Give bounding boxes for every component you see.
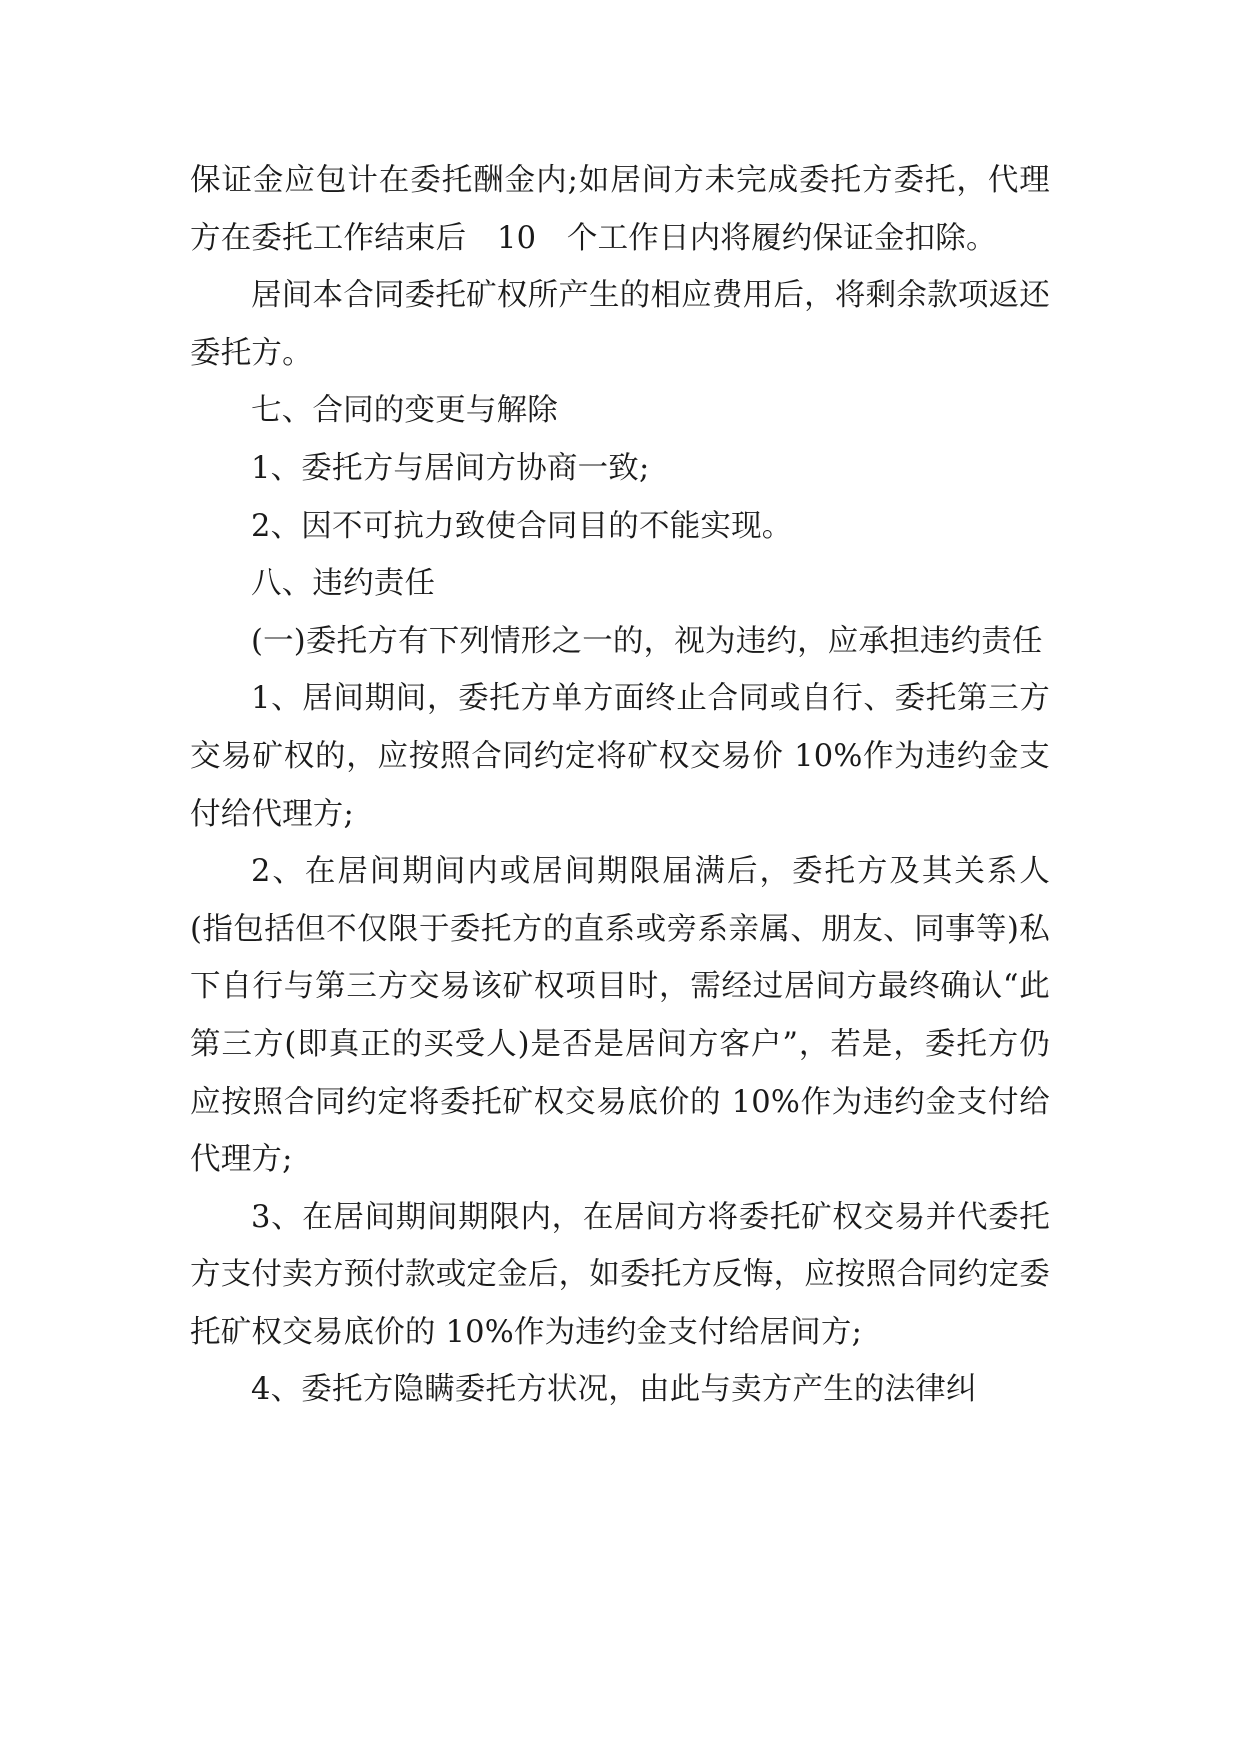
document-page [190,152,1050,1419]
paragraph-refund-balance: 居间本合同委托矿权所产生的相应费用后，将剩余款项返还委托方。 [190,278,1050,371]
section-heading-contract-change: 七、合同的变更与解除 [251,393,558,429]
subsection-heading-client-breach: (一)委托方有下列情形之一的，视为违约，应承担违约责任 [251,623,1043,659]
list-item-private-transaction: 2、在居间期间内或居间期限届满后，委托方及其关系人(指包括但不仅限于委托方的直系或旁系亲属、朋友、同事等)私下自行与第三方交易该矿权项目时，需经过居间方最终确认“此第三方(即真正的买受人)是否是居间方客户”，若是，委托方仍应按照合同约定将委托矿权交易底价的 10%作为违约金支付给代理方; [190,854,1050,1178]
list-item-mutual-agreement: 1、委托方与居间方协商一致; [251,450,650,486]
list-item-unilateral-termination: 1、居间期间，委托方单方面终止合同或自行、委托第三方交易矿权的，应按照合同约定将矿权交易价 10%作为违约金支付给代理方; [190,681,1050,832]
list-item-concealment: 4、委托方隐瞒委托方状况，由此与卖方产生的法律纠 [251,1372,977,1408]
section-heading-liability: 八、违约责任 [251,566,436,602]
list-item-client-regret: 3、在居间期间期限内，在居间方将委托矿权交易并代委托方支付卖方预付款或定金后，如委托方反悔，应按照合同约定委托矿权交易底价的 10%作为违约金支付给居间方; [190,1199,1050,1350]
list-item-force-majeure: 2、因不可抗力致使合同目的不能实现。 [251,508,793,544]
paragraph-deposit-deduction: 保证金应包计在委托酬金内;如居间方未完成委托方委托，代理方在委托工作结束后 10 个工作日内将履约保证金扣除。 [190,163,1050,256]
